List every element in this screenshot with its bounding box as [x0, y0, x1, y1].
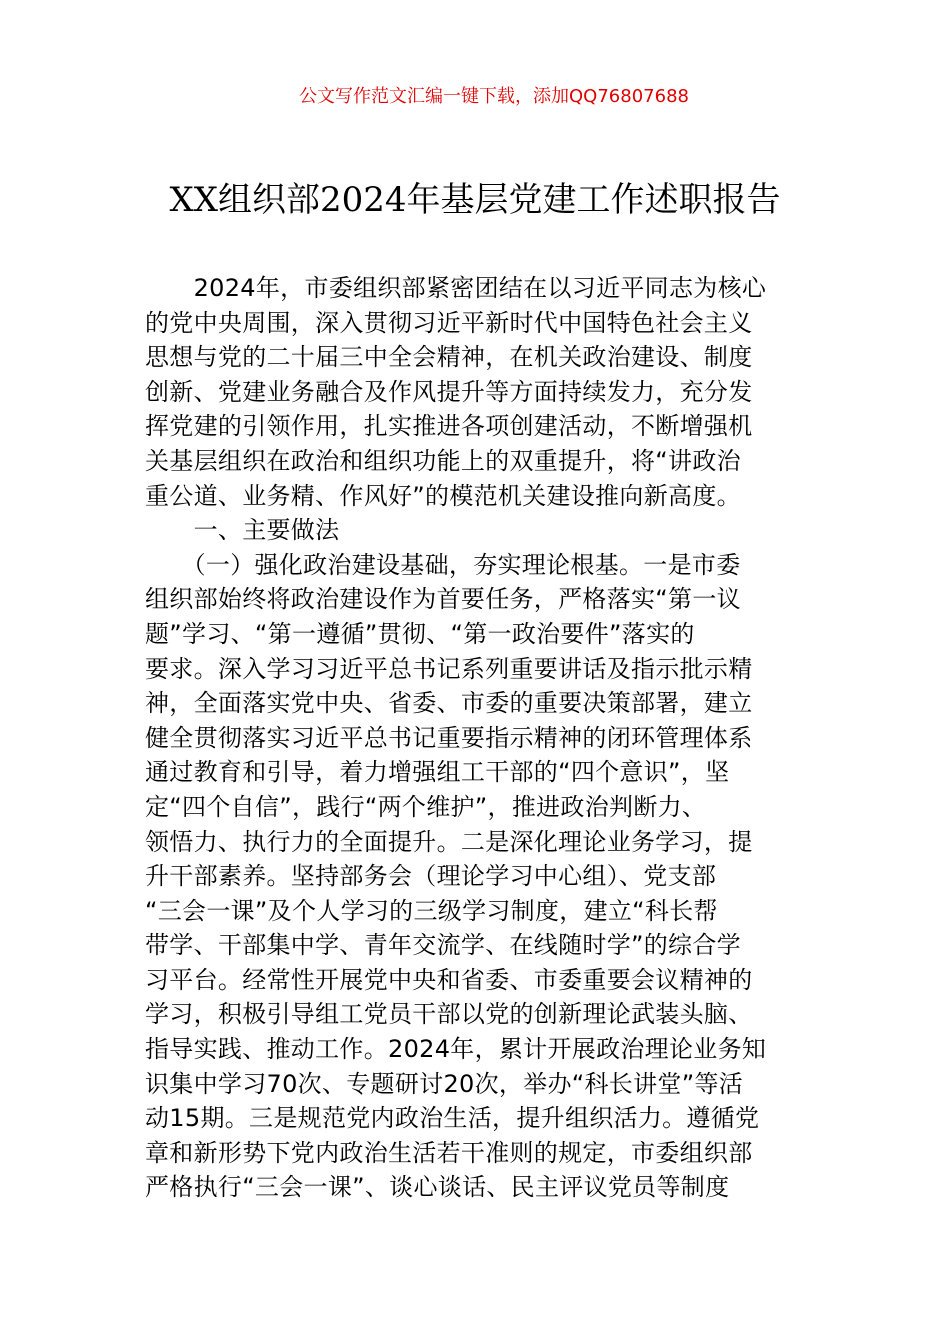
body-line: 挥党建的引领作用，扎实推进各项创建活动，不断增强机 [145, 412, 753, 441]
body-line: 重公道、业务精、作风好”的模范机关建设推向新高度。 [145, 481, 741, 510]
body-line: 识集中学习70次、专题研讨20次，举办“科长讲堂”等活 [145, 1069, 744, 1098]
document-body [145, 271, 810, 1205]
body-line: 动15期。三是规范党内政治生活，提升组织活力。遵循党 [145, 1104, 760, 1133]
body-line: 的党中央周围，深入贯彻习近平新时代中国特色社会主义 [145, 308, 753, 337]
body-line: 一、主要做法 [145, 516, 340, 545]
body-line: 升干部素养。坚持部务会（理论学习中心组）、党支部 [145, 862, 717, 891]
document-title: XX组织部2024年基层党建工作述职报告 [169, 180, 781, 220]
body-line: 神，全面落实党中央、省委、市委的重要决策部署，建立 [145, 689, 753, 718]
body-line: 章和新形势下党内政治生活若干准则的规定，市委组织部 [145, 1138, 753, 1167]
body-line: 指导实践、推动工作。2024年，累计开展政治理论业务知 [145, 1035, 767, 1064]
body-line: （一）强化政治建设基础，夯实理论根基。一是市委 [145, 550, 741, 579]
body-line: 习平台。经常性开展党中央和省委、市委重要会议精神的 [145, 965, 753, 994]
body-line: 定“四个自信”，践行“两个维护”，推进政治判断力、 [145, 792, 707, 821]
body-line: 学习，积极引导组工党员干部以党的创新理论武装头脑、 [145, 1000, 753, 1029]
body-line: 关基层组织在政治和组织功能上的双重提升，将“讲政治 [145, 446, 741, 475]
body-line: 题”学习、“第一遵循”贯彻、“第一政治要件”落实的 [145, 619, 695, 648]
body-line: 严格执行“三会一课”、谈心谈话、民主评议党员等制度 [145, 1173, 730, 1202]
body-line: 带学、干部集中学、青年交流学、在线随时学”的综合学 [145, 931, 741, 960]
body-line: 创新、党建业务融合及作风提升等方面持续发力，充分发 [145, 377, 753, 406]
body-line: 2024年，市委组织部紧密团结在以习近平同志为核心 [145, 274, 767, 302]
body-line: 要求。深入学习习近平总书记系列重要讲话及指示批示精 [145, 654, 753, 683]
body-line: 健全贯彻落实习近平总书记重要指示精神的闭环管理体系 [145, 723, 753, 752]
body-line: 思想与党的二十届三中全会精神，在机关政治建设、制度 [145, 343, 753, 372]
body-line: “三会一课”及个人学习的三级学习制度，建立“科长帮 [145, 896, 718, 925]
body-line: 组织部始终将政治建设作为首要任务，严格落实“第一议 [145, 585, 741, 614]
body-line: 通过教育和引导，着力增强组工干部的“四个意识”，坚 [145, 758, 730, 787]
watermark-header: 公文写作范文汇编一键下载，添加QQ76807688 [299, 86, 689, 107]
body-line: 领悟力、执行力的全面提升。二是深化理论业务学习，提 [145, 827, 753, 856]
